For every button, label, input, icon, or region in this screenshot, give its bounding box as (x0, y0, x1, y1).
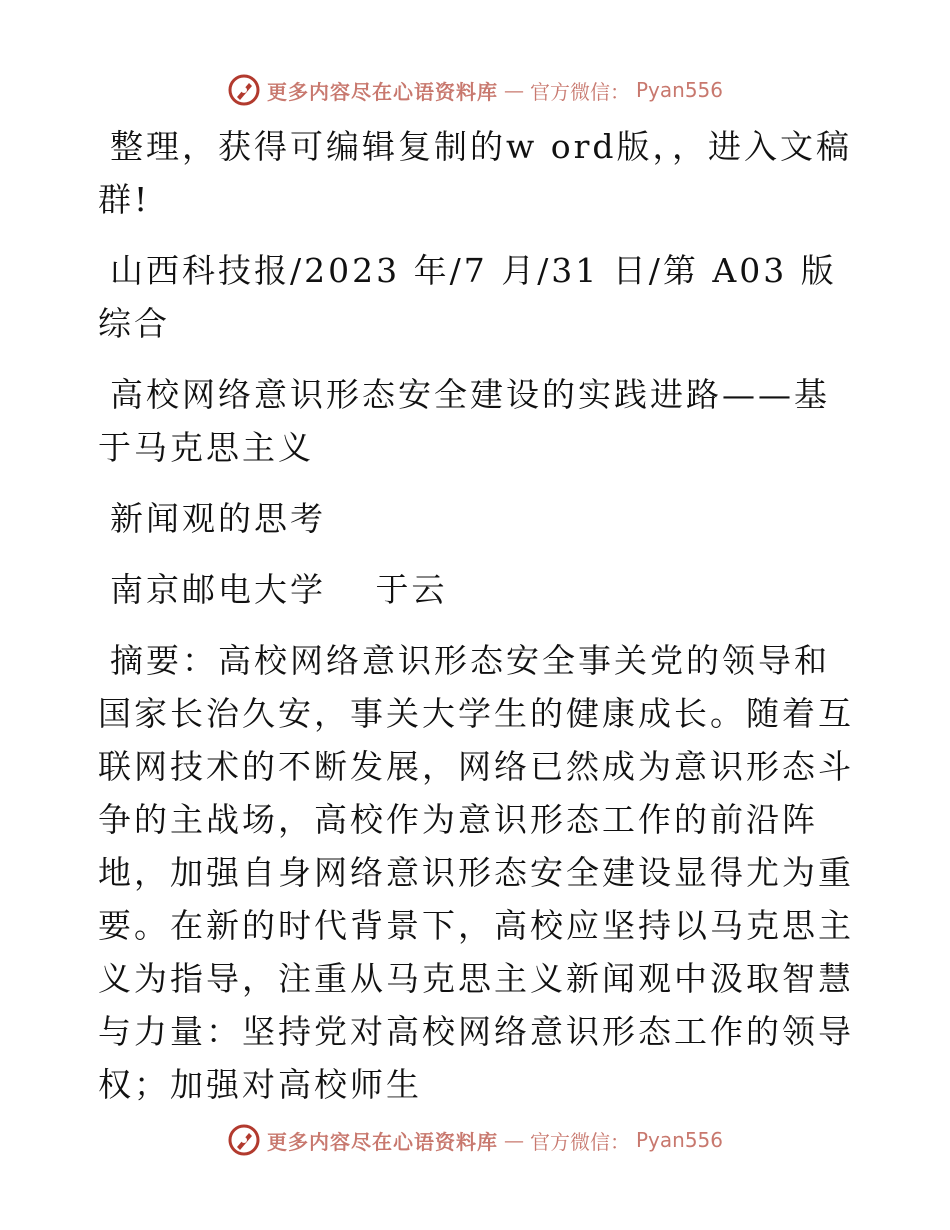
watermark-wechat-label: 官方微信： (529, 1129, 630, 1154)
watermark-wechat-id: Pyan556 (635, 78, 723, 102)
abstract-paragraph: 摘要：高校网络意识形态安全事关党的领导和国家长治久安，事关大学生的健康成长。随着互联网技术的不断发展，网络已然成为意识形态斗争的主战场，高校作为意识形态工作的前沿阵地，加强自身网络意识形态安全建设显得尤为重要。在新的时代背景下，高校应坚持以马克思主义为指导，注重从马克思主义新闻观中汲取智慧与力量：坚持党对高校网络意识形态工作的领导权；加强对高校师生 (98, 641, 854, 1104)
article-title: 高校网络意识形态安全建设的实践进路——基于马克思主义 (98, 375, 830, 467)
watermark-text: 更多内容尽在心语资料库 (266, 1129, 498, 1154)
pen-nib-circle-icon (227, 1123, 261, 1157)
document-body (98, 120, 858, 1129)
watermark-header (0, 70, 950, 110)
watermark-footer (0, 1120, 950, 1160)
watermark-separator: — (503, 1128, 524, 1152)
intro-paragraph: 整理，获得可编辑复制的w ord版，，进入文稿群! (98, 127, 853, 219)
watermark-wechat-label: 官方微信： (529, 79, 630, 104)
author-line: 南京邮电大学 于云 (110, 570, 448, 609)
watermark-wechat-id: Pyan556 (635, 1128, 723, 1152)
article-title-continued: 新闻观的思考 (110, 499, 326, 538)
watermark-separator: — (503, 78, 524, 102)
pen-nib-circle-icon (227, 73, 261, 107)
watermark-text: 更多内容尽在心语资料库 (266, 79, 498, 104)
source-line: 山西科技报/2023 年/7 月/31 日/第 A03 版综合 (98, 251, 837, 343)
